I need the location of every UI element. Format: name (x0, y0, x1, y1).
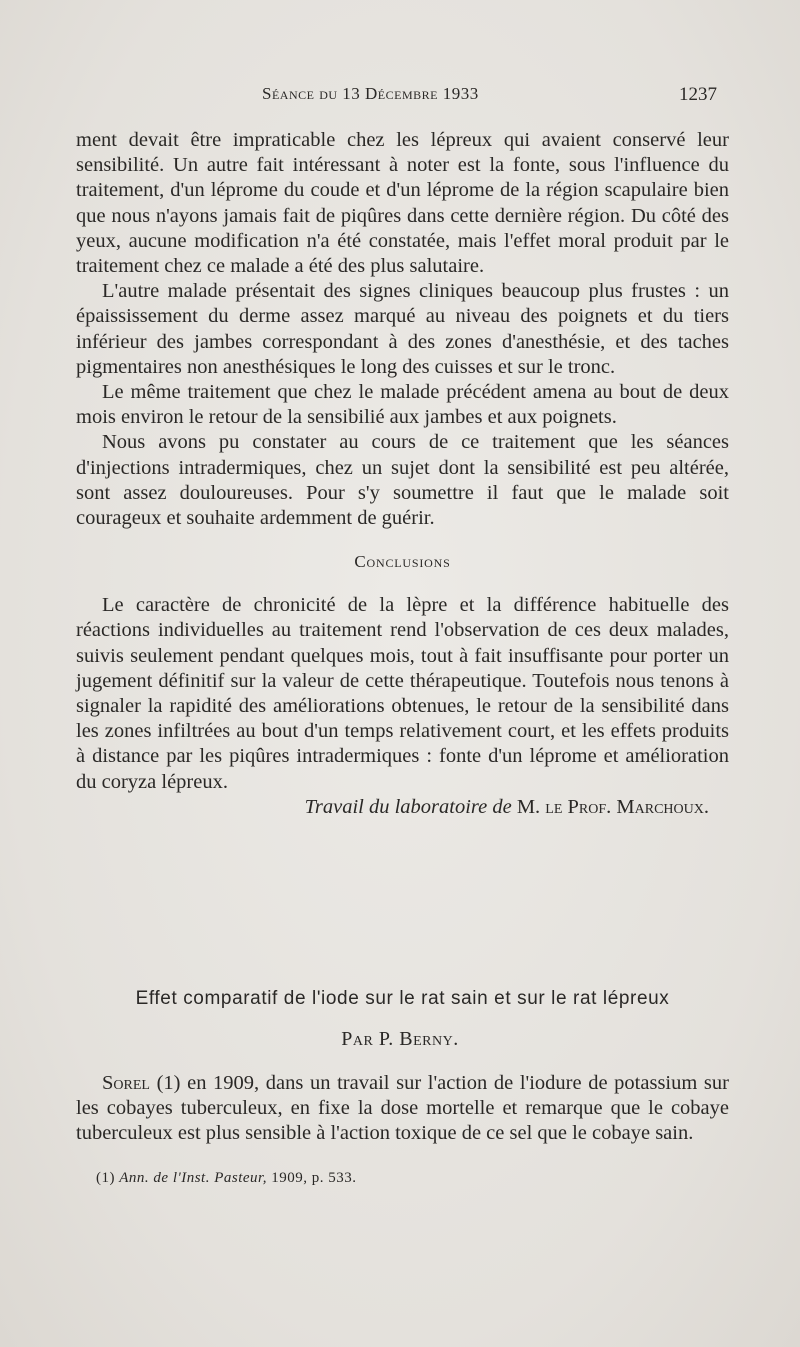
article-title: Effet comparatif de l'iode sur le rat sain et sur le rat lépreux (135, 988, 670, 1009)
running-head: Séance du 13 Décembre 1933 (262, 84, 479, 103)
paragraph-1: ment devait être impraticable chez les lépreux qui avaient conservé leur sensibilité. Un autre fait intéressant à noter est la fonte, sous l'influence du traitement, d'un léprome du coude et d'un léprome de la région scapulaire bien que nous n'ayons jamais fait de piqûres dans cette dernière région. Du côté des yeux, aucune modification n'a été constatée, mais l'effet moral produit par le traitement chez ce malade a été des plus salutaire. (76, 129, 729, 278)
body-text (76, 128, 729, 820)
article-paragraph (76, 1071, 729, 1147)
footnote-details: 1909, p. 533. (271, 1170, 357, 1186)
footnote-citation: Ann. de l'Inst. Pasteur, (119, 1170, 267, 1186)
paragraph-2: L'autre malade présentait des signes cliniques beaucoup plus frustes : un épaississement du derme assez marqué au niveau des poignets et du tiers inférieur des jambes correspondant à des zones d'anesthésie, et des taches pigmentaires non anesthésiques le long des cuisses et sur le tronc. (76, 280, 729, 378)
article-byline: Par P. Berny. (341, 1028, 459, 1050)
page-number: 1237 (679, 84, 717, 105)
article-paragraph-text: (1) en 1909, dans un travail sur l'action de l'iodure de potassium sur les cobayes tuberculeux, en fixe la dose mortelle et remarque que le cobaye tuberculeux est plus sensible à l'action toxique de ce sel que le cobaye sain. (76, 1072, 729, 1145)
conclusions-paragraph: Le caractère de chronicité de la lèpre et la différence habituelle des réactions individuelles au traitement rend l'observation de ces deux malades, suivis seulement pendant quelques mois, tout à fait insuffisante pour porter un jugement définitif sur la valeur de cette thérapeutique. Toutefois nous tenons à signaler la rapidité des améliorations obtenues, le retour de la sensibilité dans les zones infiltrées au bout d'un temps relativement court, et les effets produits à distance par les piqûres intradermiques : fonte d'un léprome et amélioration du coryza lépreux. (76, 594, 729, 793)
article-body (76, 1071, 729, 1147)
lab-credit (76, 795, 729, 820)
lab-credit-professor: M. le Prof. Marchoux. (516, 795, 709, 818)
paragraph-3: Le même traitement que chez le malade précédent amena au bout de deux mois environ le retour de la sensibilié aux jambes et aux poignets. (76, 381, 729, 429)
page-header (0, 84, 800, 114)
author-reference: Sorel (102, 1072, 150, 1094)
lab-credit-text: Travail du laboratoire de (304, 795, 512, 818)
paragraph-4: Nous avons pu constater au cours de ce traitement que les séances d'injections intradermiques, chez un sujet dont la sensibilité est peu altérée, sont assez douloureuses. Pour s'y soumettre il faut que le malade soit courageux et souhaite ardemment de guérir. (76, 431, 729, 530)
footnote (96, 1170, 356, 1187)
conclusions-heading: Conclusions (354, 552, 451, 572)
footnote-number: (1) (96, 1170, 115, 1186)
